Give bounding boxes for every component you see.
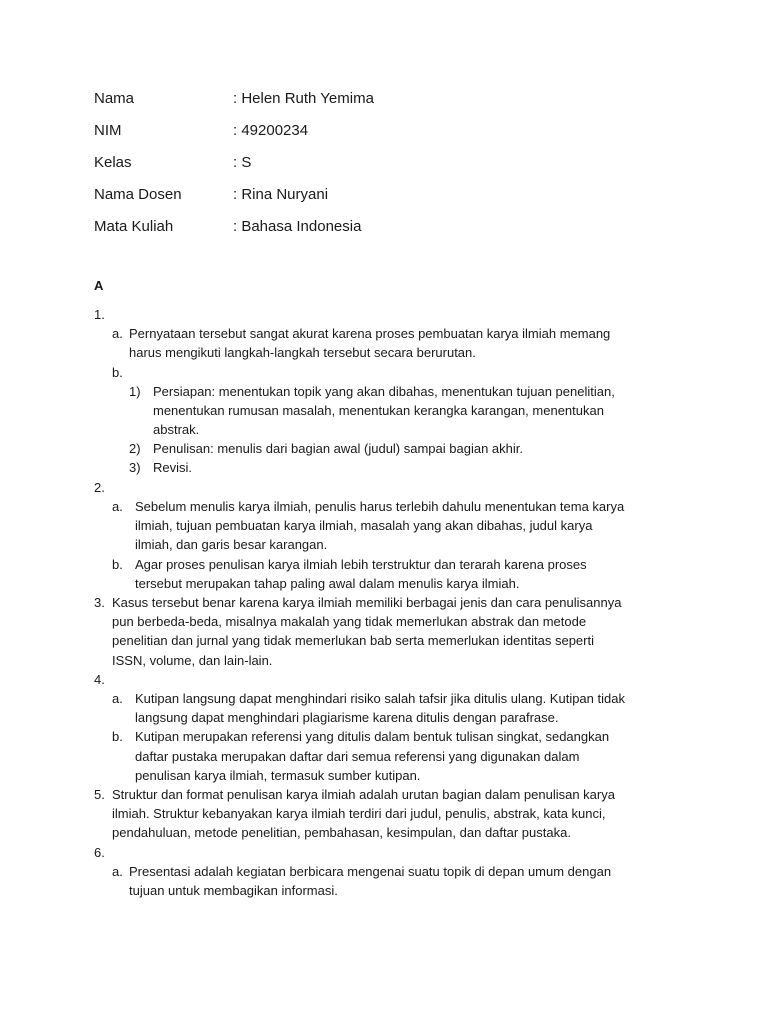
list-marker: b. [112, 557, 123, 572]
answer-line: abstrak. [153, 422, 200, 437]
answer-line: ilmiah. Struktur kebanyakan karya ilmiah terdiri dari judul, penulis, abstrak, kata kunci, [112, 806, 606, 821]
answer-line: Persiapan: menentukan topik yang akan dibahas, menentukan tujuan penelitian, [153, 384, 615, 399]
answer-line: pendahuluan, metode penelitian, pembahasan, kesimpulan, dan daftar pustaka. [112, 825, 571, 840]
question-number: 4. [94, 672, 105, 687]
info-value: : Rina Nuryani [233, 186, 329, 203]
answer-line: Sebelum menulis karya ilmiah, penulis harus terlebih dahulu menentukan tema karya [135, 499, 625, 514]
section-heading: A [94, 278, 104, 293]
list-marker: 2) [129, 441, 141, 456]
answer-line: ilmiah, dan garis besar karangan. [135, 537, 328, 552]
answer-line: ISSN, volume, dan lain-lain. [112, 653, 273, 668]
answer-line: Agar proses penulisan karya ilmiah lebih terstruktur dan terarah karena proses [135, 557, 587, 572]
answer-line: penelitian dan jurnal yang tidak memerlukan bab serta memerlukan identitas seperti [112, 633, 594, 648]
info-label: NIM [94, 122, 122, 139]
answer-line: Pernyataan tersebut sangat akurat karena proses pembuatan karya ilmiah memang [129, 326, 611, 341]
info-label: Mata Kuliah [94, 218, 174, 235]
answer-line: menentukan rumusan masalah, menentukan kerangka karangan, menentukan [153, 403, 604, 418]
list-marker: a. [112, 864, 123, 879]
info-value: : S [233, 154, 252, 171]
question-number: 6. [94, 845, 105, 860]
info-value: : Bahasa Indonesia [233, 218, 362, 235]
answer-line: daftar pustaka merupakan daftar dari semua referensi yang digunakan dalam [135, 749, 580, 764]
list-marker: b. [112, 729, 123, 744]
info-label: Kelas [94, 154, 132, 171]
info-label: Nama Dosen [94, 186, 182, 203]
answer-line: ilmiah, tujuan pembuatan karya ilmiah, masalah yang akan dibahas, judul karya [135, 518, 593, 533]
info-value: : Helen Ruth Yemima [233, 90, 374, 107]
answer-line: langsung dapat menghindari plagiarisme karena ditulis dengan parafrase. [135, 710, 559, 725]
list-marker: a. [112, 326, 123, 341]
answer-line: pun berbeda-beda, misalnya makalah yang tidak memerlukan abstrak dan metode [112, 614, 587, 629]
question-number: 5. [94, 787, 105, 802]
answer-line: Presentasi adalah kegiatan berbicara mengenai suatu topik di depan umum dengan [129, 864, 612, 879]
info-label: Nama [94, 90, 135, 107]
list-marker: 1) [129, 384, 141, 399]
question-number: 2. [94, 480, 105, 495]
answer-line: tujuan untuk membagikan informasi. [129, 883, 338, 898]
answer-line: harus mengikuti langkah-langkah tersebut secara berurutan. [129, 345, 476, 360]
answer-line: tersebut merupakan tahap paling awal dalam menulis karya ilmiah. [135, 576, 520, 591]
answer-line: Kasus tersebut benar karena karya ilmiah memiliki berbagai jenis dan cara penulisannya [112, 595, 622, 610]
answer-line: Struktur dan format penulisan karya ilmiah adalah urutan bagian dalam penulisan karya [112, 787, 615, 802]
answer-line: Kutipan merupakan referensi yang ditulis dalam bentuk tulisan singkat, sedangkan [135, 729, 610, 744]
list-marker: b. [112, 365, 123, 380]
question-number: 1. [94, 307, 105, 322]
list-marker: a. [112, 499, 123, 514]
list-marker: a. [112, 691, 123, 706]
answer-line: Kutipan langsung dapat menghindari risiko salah tafsir jika ditulis ulang. Kutipan tidak [135, 691, 625, 706]
list-marker: 3) [129, 460, 141, 475]
info-value: : 49200234 [233, 122, 309, 139]
question-number: 3. [94, 595, 105, 610]
answer-line: Revisi. [153, 460, 193, 475]
answer-line: Penulisan: menulis dari bagian awal (judul) sampai bagian akhir. [153, 441, 523, 456]
answer-line: penulisan karya ilmiah, termasuk sumber kutipan. [135, 768, 421, 783]
